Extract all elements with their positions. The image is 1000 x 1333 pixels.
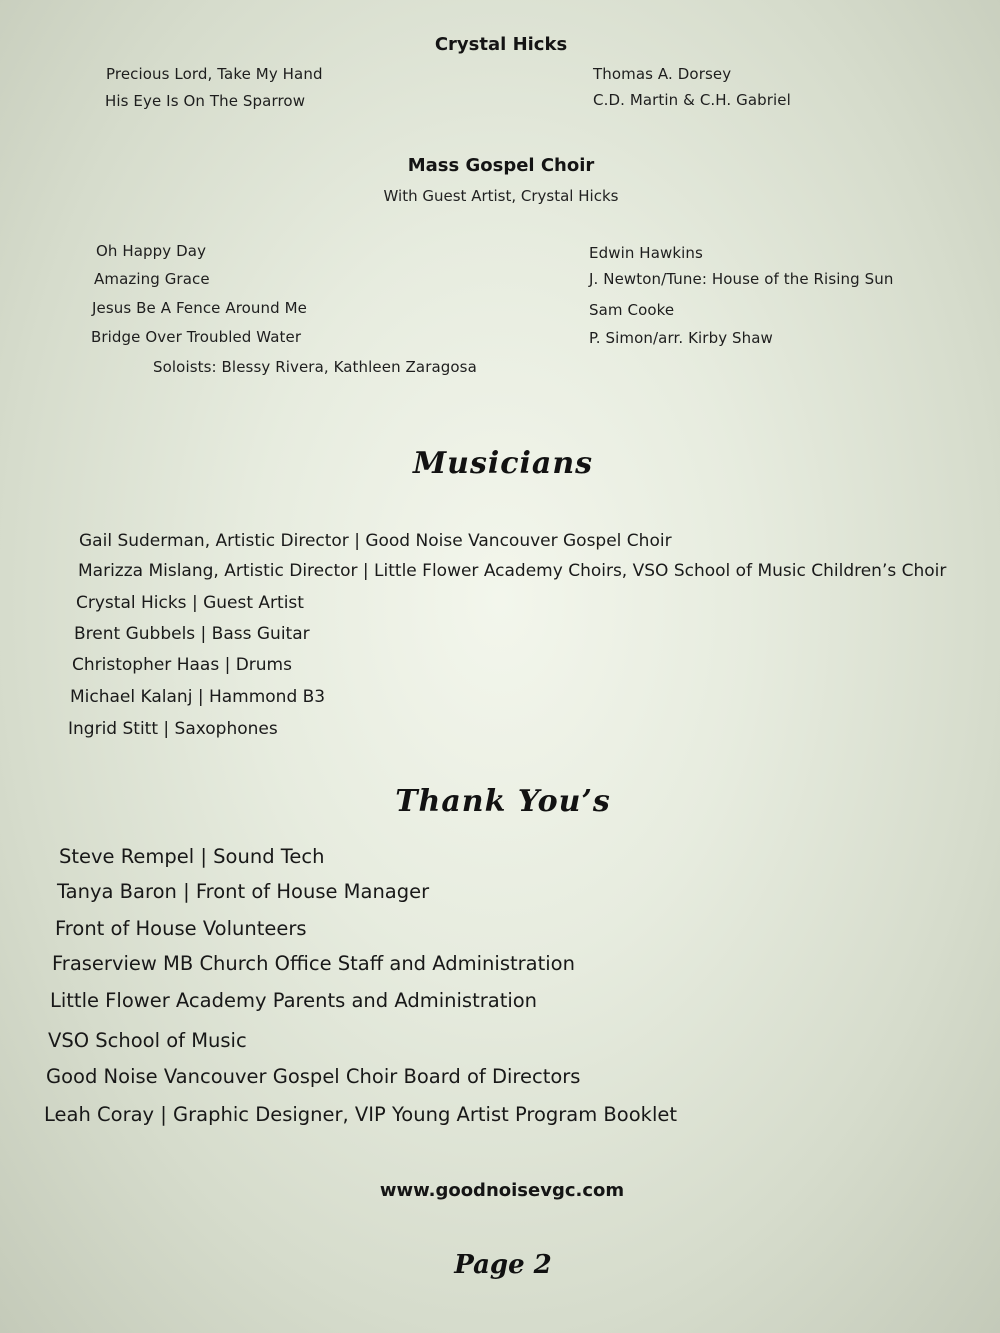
song-composer: Thomas A. Dorsey — [593, 65, 732, 83]
song-title: Amazing Grace — [94, 270, 210, 288]
song-composer: Edwin Hawkins — [589, 244, 703, 262]
song-composer: Sam Cooke — [589, 301, 675, 319]
page-number: Page 2 — [454, 1250, 552, 1280]
song-title: Precious Lord, Take My Hand — [106, 65, 323, 83]
song-composer: P. Simon/arr. Kirby Shaw — [589, 329, 773, 347]
thanks-entry: Good Noise Vancouver Gospel Choir Board of Directors — [46, 1065, 581, 1088]
song-title: Oh Happy Day — [96, 242, 207, 260]
thanks-entry: Steve Rempel | Sound Tech — [59, 845, 325, 868]
thanks-entry: Front of House Volunteers — [55, 917, 307, 940]
song-title: His Eye Is On The Sparrow — [105, 92, 306, 110]
section-title-thank-yous: Thank You’s — [395, 784, 611, 819]
thanks-entry: Leah Coray | Graphic Designer, VIP Young Artist Program Booklet — [44, 1103, 678, 1126]
thanks-entry: Little Flower Academy Parents and Administration — [50, 989, 538, 1012]
musician-entry: Brent Gubbels | Bass Guitar — [74, 624, 310, 644]
musician-entry: Ingrid Stitt | Saxophones — [68, 719, 278, 739]
thanks-entry: Fraserview MB Church Office Staff and Administration — [52, 952, 575, 975]
soloists-line: Soloists: Blessy Rivera, Kathleen Zaragosa — [153, 358, 477, 376]
song-title: Jesus Be A Fence Around Me — [92, 299, 308, 317]
section-title-musicians: Musicians — [412, 446, 594, 481]
thanks-entry: Tanya Baron | Front of House Manager — [57, 880, 430, 903]
song-composer: J. Newton/Tune: House of the Rising Sun — [589, 270, 894, 288]
musician-entry: Michael Kalanj | Hammond B3 — [70, 687, 326, 707]
section-title-crystal-hicks: Crystal Hicks — [434, 34, 568, 55]
musician-entry: Crystal Hicks | Guest Artist — [76, 593, 304, 613]
website-url[interactable]: www.goodnoisevgc.com — [379, 1180, 625, 1201]
section-title-mass-choir: Mass Gospel Choir — [407, 155, 595, 176]
song-title: Bridge Over Troubled Water — [91, 328, 302, 346]
song-composer: C.D. Martin & C.H. Gabriel — [593, 91, 791, 109]
thanks-entry: VSO School of Music — [48, 1029, 247, 1052]
musician-entry: Christopher Haas | Drums — [72, 655, 292, 675]
musician-entry: Gail Suderman, Artistic Director | Good Noise Vancouver Gospel Choir — [79, 531, 672, 551]
musician-entry: Marizza Mislang, Artistic Director | Little Flower Academy Choirs, VSO School of Music Children’s Choir — [78, 561, 947, 581]
section-subtitle: With Guest Artist, Crystal Hicks — [383, 187, 619, 205]
